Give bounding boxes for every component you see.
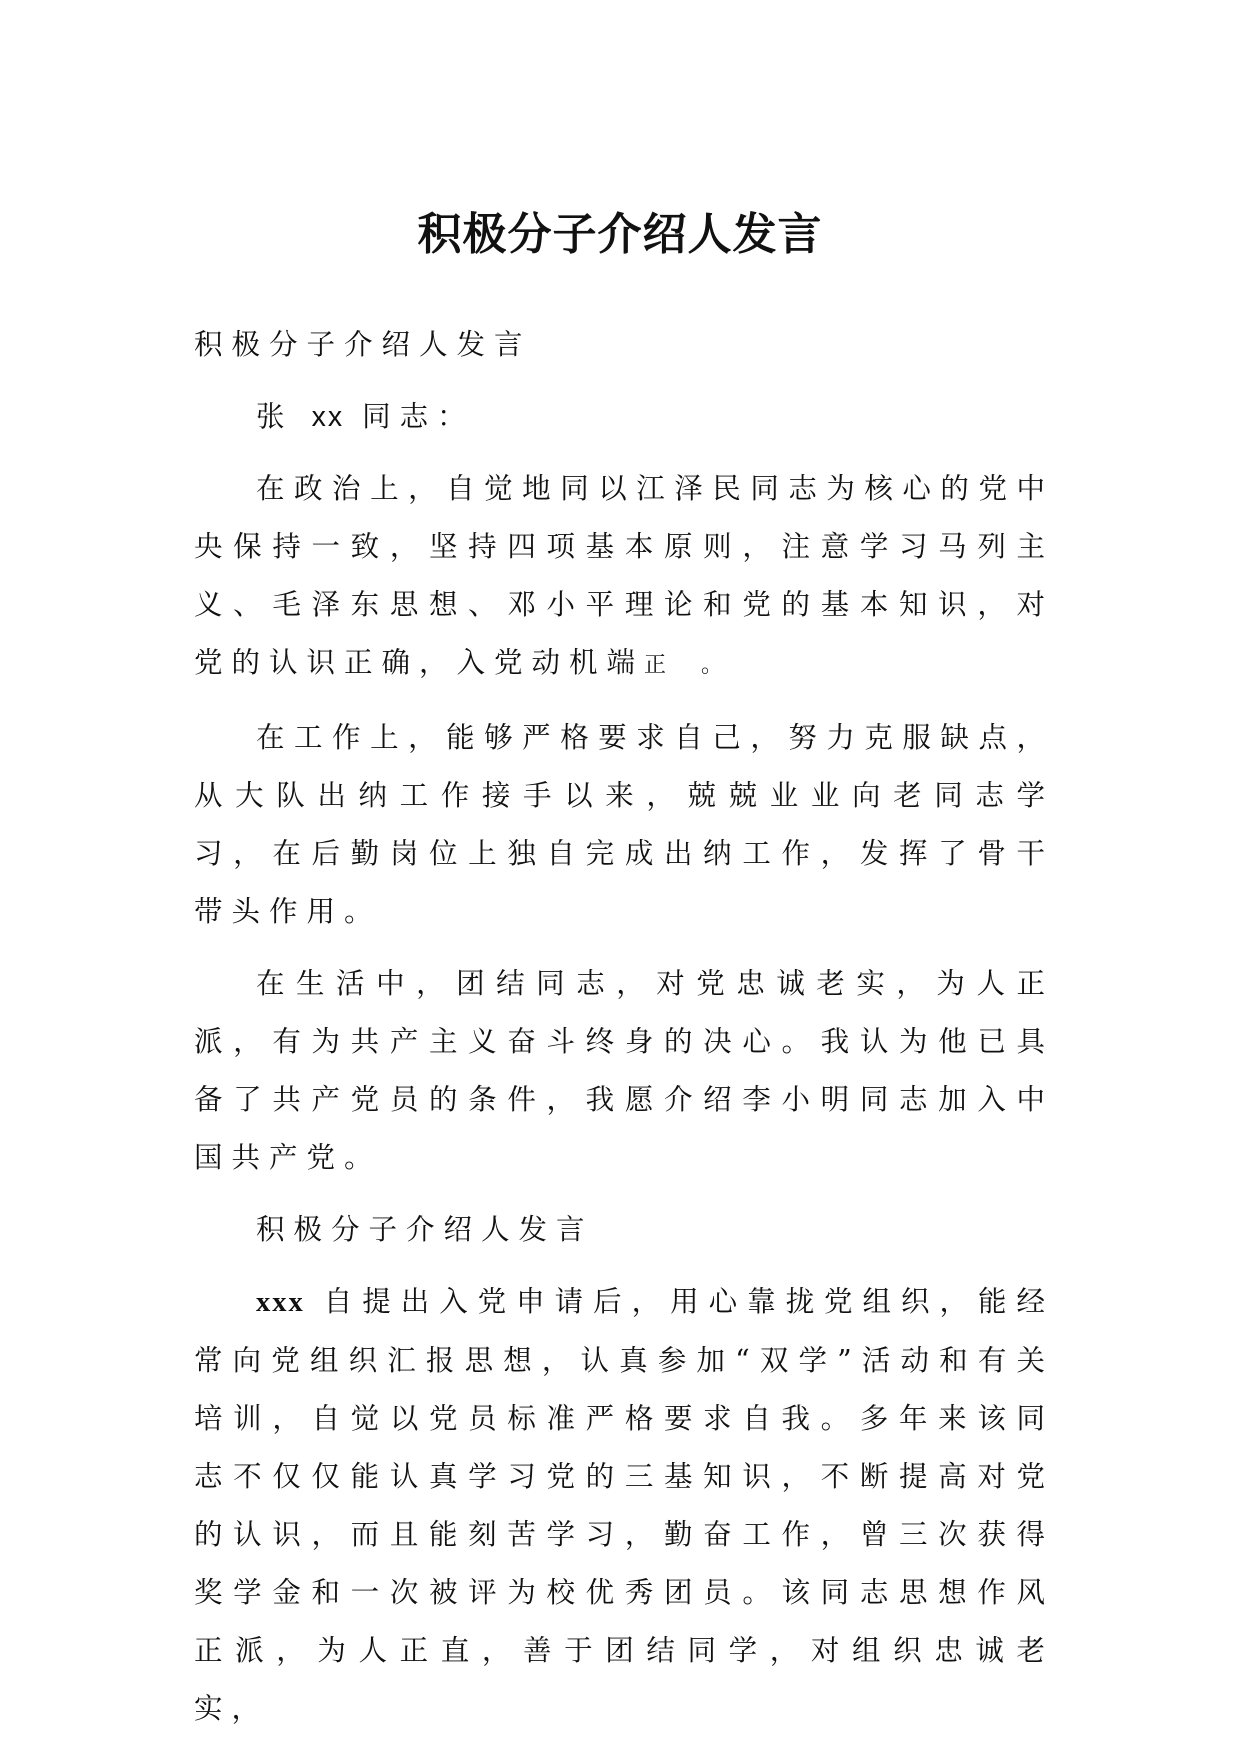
paragraph-politics	[194, 460, 1054, 695]
document-body	[194, 316, 1054, 1752]
paragraph-xxx-name: xxx	[256, 1287, 305, 1318]
salutation-suffix: 同志：	[362, 400, 475, 433]
paragraph-xxx	[194, 1273, 1054, 1738]
paragraph-work: 在工作上，能够严格要求自己，努力克服缺点，从大队出纳工作接手以来，兢兢业业向老同志学习，在后勤岗位上独自完成出纳工作，发挥了骨干带头作用。	[194, 721, 1054, 928]
salutation	[194, 388, 1054, 446]
paragraph-politics-tail: 正 。	[644, 653, 738, 678]
document-title: 积极分子介绍人发言	[417, 209, 823, 260]
subtitle-line: 积极分子介绍人发言	[194, 328, 532, 361]
section-heading: 积极分子介绍人发言	[256, 1213, 594, 1246]
salutation-name: 张	[256, 400, 294, 433]
paragraph-life: 在生活中，团结同志，对党忠诚老实，为人正派，有为共产主义奋斗终身的决心。我认为他已具备了共产党员的条件，我愿介绍李小明同志加入中国共产党。	[194, 967, 1054, 1174]
paragraph-politics-text: 在政治上，自觉地同以江泽民同志为核心的党中央保持一致，坚持四项基本原则，注意学习马列主义、毛泽东思想、邓小平理论和党的基本知识，对党的认识正确，入党动机端	[194, 472, 1054, 679]
paragraph-xxx-body: 自提出入党申请后，用心靠拢党组织，能经常向党组织汇报思想，认真参加“双学”活动和有关培训，自觉以党员标准严格要求自我。多年来该同志不仅仅能认真学习党的三基知识，不断提高对党的认识，而且能刻苦学习，勤奋工作，曾三次获得奖学金和一次被评为校优秀团员。该同志思想作风正派，为人正直，善于团结同学，对组织忠诚老实，	[194, 1285, 1054, 1725]
salutation-code: xx	[311, 401, 345, 433]
